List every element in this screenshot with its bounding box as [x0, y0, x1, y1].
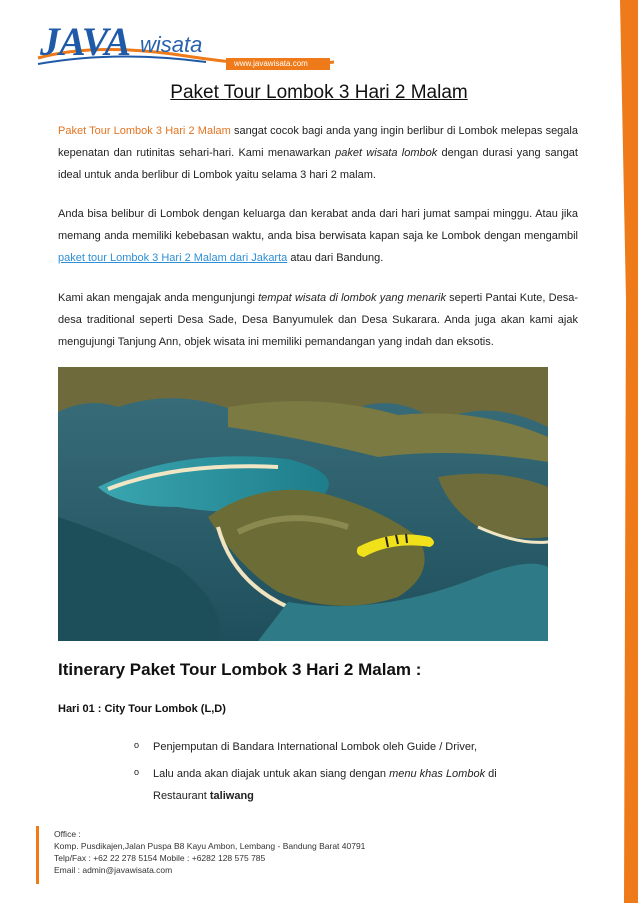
intro-lead: Paket Tour Lombok 3 Hari 2 Malam: [58, 125, 231, 137]
intro-paragraph: Paket Tour Lombok 3 Hari 2 Malam sangat cocok bagi anda yang ingin berlibur di Lombok melepas segala kepenatan dan rutinitas sehari-hari. Kami menawarkan paket wisata lombok dengan durasi yang sangat ideal untuk anda berlibur di Lombok yaitu selama 3 hari 2 malam.: [58, 125, 578, 181]
footer-contact: [54, 828, 365, 876]
right-accent-bar: [616, 0, 638, 903]
bullet-text: Lalu anda akan diajak untuk akan siang dengan menu khas Lombok di Restaurant taliwang: [153, 768, 497, 802]
page-title: Paket Tour Lombok 3 Hari 2 Malam: [170, 82, 468, 103]
logo-java-text: JAVA: [40, 19, 131, 64]
itinerary-heading: Itinerary Paket Tour Lombok 3 Hari 2 Malam :: [58, 660, 422, 679]
javawisata-logo: [36, 14, 316, 68]
holiday-paragraph: Anda bisa belibur di Lombok dengan keluarga dan kerabat anda dari hari jumat sampai minggu. Atau jika memang anda memiliki kebebasan waktu, anda bisa berwisata kapan saja ke Lombok dengan mengambil paket tour Lombok 3 Hari 2 Malam dari Jakarta atau dari Bandung.: [58, 208, 578, 264]
bullet-text: Penjemputan di Bandara International Lombok oleh Guide / Driver,: [153, 741, 478, 753]
intro-emphasis: paket wisata lombok: [335, 147, 438, 159]
jakarta-tour-link[interactable]: paket tour Lombok 3 Hari 2 Malam dari Jakarta: [58, 252, 288, 264]
logo-wisata-text: wisata: [140, 32, 203, 57]
destinations-paragraph: Kami akan mengajak anda mengunjungi tempat wisata di lombok yang menarik seperti Pantai Kute, Desa-desa traditional seperti Desa Sade, Desa Banyumulek dan Desa Sukarara. Anda juga akan kami ajak mengujungi Tanjung Ann, objek wisata ini memiliki pemandangan yang indah dan eksotis.: [58, 292, 578, 348]
footer-accent-bar: [36, 826, 39, 884]
bullet-marker: o: [134, 740, 140, 750]
day-1-label: Hari 01 : City Tour Lombok (L,D): [58, 703, 226, 715]
destinations-emphasis: tempat wisata di lombok yang menarik: [258, 292, 446, 304]
footer-email[interactable]: Email : admin@javawisata.com: [54, 865, 173, 875]
bullet-marker: o: [134, 767, 140, 777]
header-url[interactable]: www.javawisata.com: [226, 58, 330, 70]
lombok-coast-illustration: [58, 367, 548, 641]
footer-address: Komp. Pusdikajen,Jalan Puspa B8 Kayu Ambon, Lembang - Bandung Barat 40791: [54, 841, 366, 851]
footer-phone: Telp/Fax : +62 22 278 5154 Mobile : +6282 128 575 785: [54, 853, 266, 863]
footer-office-label: Office :: [54, 829, 81, 839]
lombok-aerial-photo: [58, 367, 548, 641]
